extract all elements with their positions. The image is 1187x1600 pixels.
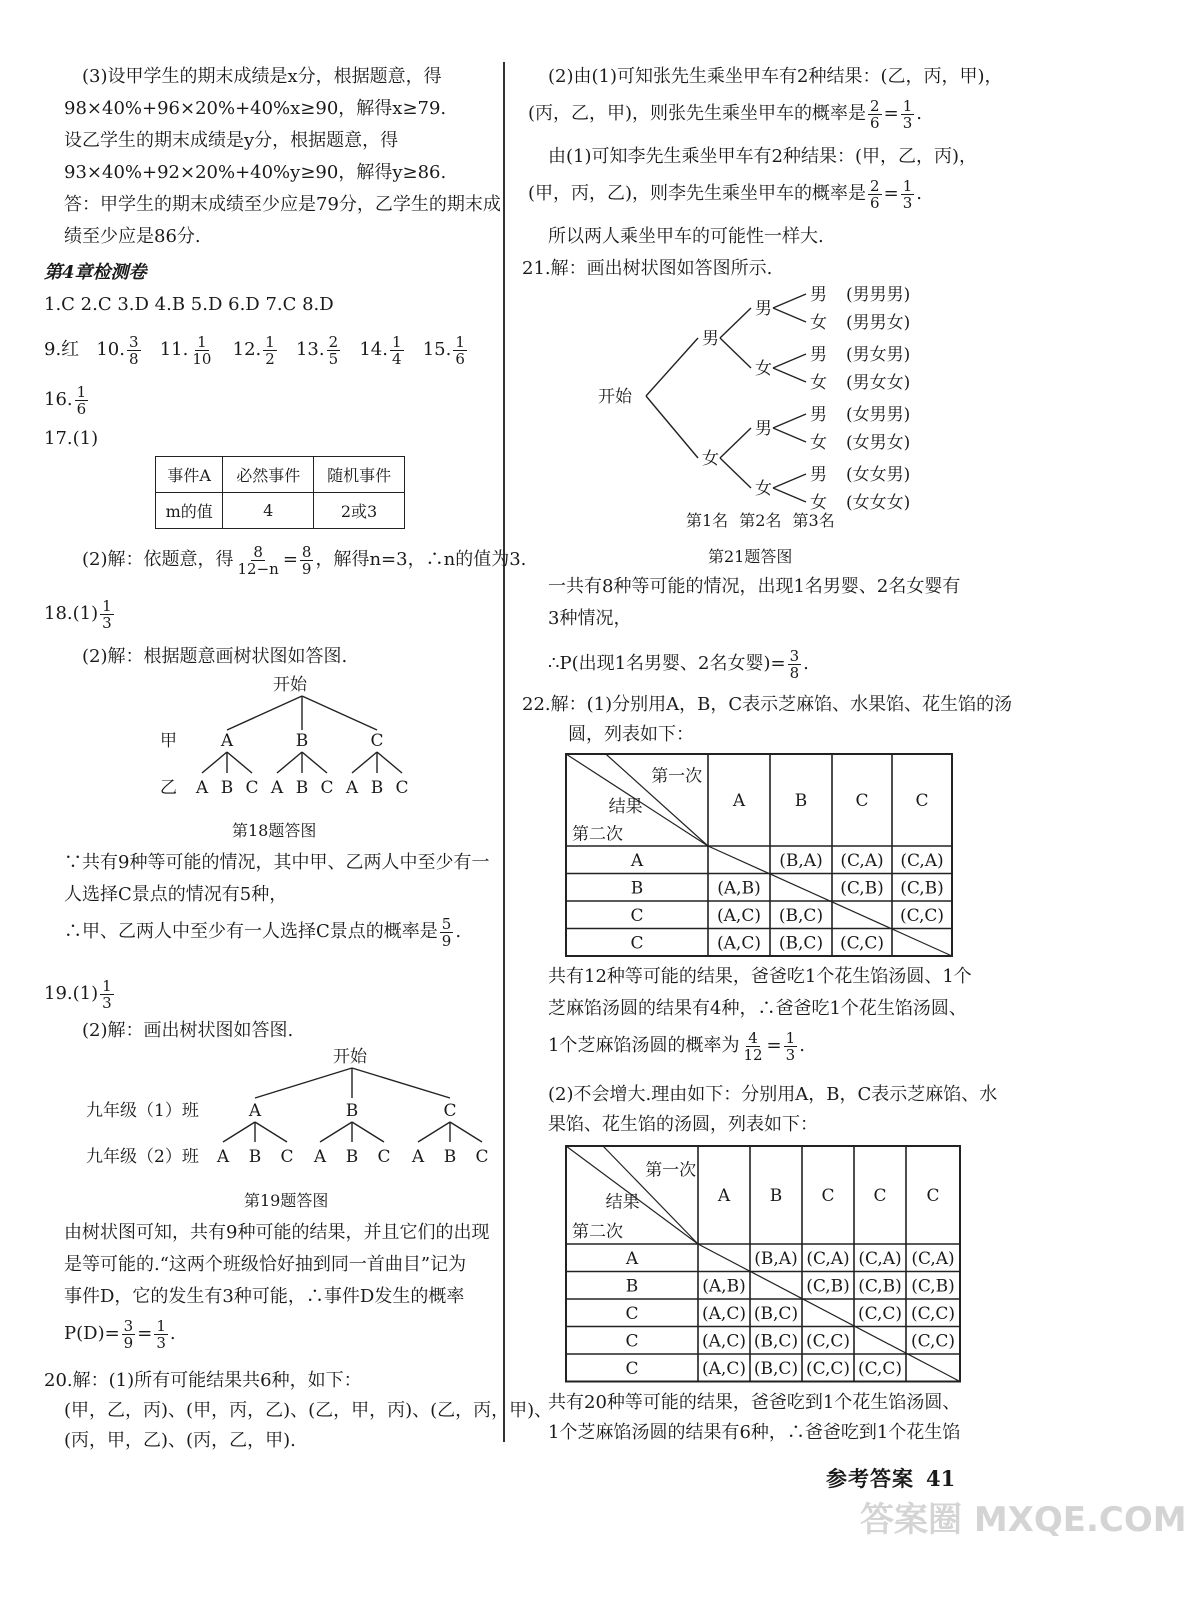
text-line: (丙，乙，甲)，则张先生乘坐甲车的概率是 $\frac{2}{6}$ = $\frac{1}{3}$ . (528, 96, 922, 132)
tree-node: A (313, 1147, 327, 1167)
table-cell: (C,C) (899, 905, 945, 926)
table-cell: (C,B) (858, 1276, 902, 1297)
tree-rank-labels: 第1名 第2名 第3名 (686, 511, 835, 530)
tree-outcome: (男男男) (846, 285, 911, 305)
header-label: 结果 (605, 1192, 640, 1213)
text-line: 人选择C景点的情况有5种， (64, 884, 288, 905)
text-line: 芝麻馅汤圆的结果有4种，∴爸爸吃1个花生馅汤圆、 (548, 998, 967, 1019)
tree-row-label: 甲 (160, 731, 177, 751)
header-label: 第二次 (572, 824, 623, 845)
tree-node: 开始 (273, 675, 307, 695)
table-22-1 (566, 754, 952, 956)
header-label: 第一次 (651, 766, 703, 787)
tree-outcome: (男女男) (846, 345, 911, 365)
table-cell: C (625, 1331, 639, 1352)
table-cell: (C,B) (900, 878, 944, 899)
footer-label: 参考答案 (826, 1466, 914, 1491)
tree-node: 女 (755, 479, 772, 499)
text-line: 绩至少应是86分. (64, 226, 201, 247)
tree-row-label: 九年级（2）班 (86, 1147, 199, 1167)
text-line: 共有12种等可能的结果，爸爸吃1个花生馅汤圆、1个 (548, 966, 972, 987)
tree-node: A (216, 1147, 230, 1167)
text-line: (2)不会增大.理由如下：分别用A，B，C表示芝麻馅、水 (548, 1084, 998, 1105)
tree-node: 女 (810, 373, 827, 393)
table-cell: (B,C) (753, 1331, 799, 1352)
tree-node: 男 (755, 419, 772, 439)
tree-node: A (345, 778, 359, 798)
text-line: 1个芝麻馅汤圆的概率为 $\frac{4}{12}$ = $\frac{1}{3}$ . (548, 1028, 805, 1064)
tree-node: 男 (810, 345, 827, 365)
table-cell: C (630, 933, 644, 954)
tree-diagram-21 (590, 284, 930, 513)
tree-node: B (345, 1147, 359, 1167)
tree-outcome: (男女女) (846, 373, 911, 393)
column-header: A (717, 1186, 731, 1206)
answer-18-2: (2)解：根据题意画树状图如答图. (82, 646, 348, 667)
tree-node: 开始 (598, 387, 632, 407)
tree-node: B (248, 1147, 262, 1167)
header-label: 第一次 (645, 1160, 697, 1181)
table-cell: (C,C) (910, 1303, 956, 1324)
tree-node: 女 (810, 433, 827, 453)
tree-node: C (395, 778, 409, 798)
tree-node: 男 (810, 285, 827, 305)
tree-node: B (220, 778, 234, 798)
tree-node: C (320, 778, 334, 798)
column-header: C (915, 791, 929, 811)
table-cell: (C,B) (806, 1276, 850, 1297)
tree-node: A (220, 731, 234, 751)
tree-node: C (370, 731, 384, 751)
table-cell: (A,C) (702, 1358, 746, 1379)
tree-node: B (295, 778, 309, 798)
tree-node: 女 (702, 449, 719, 469)
column-divider (503, 62, 505, 1442)
table-cell: (C,A) (806, 1248, 850, 1269)
tree-outcome: (女女男) (846, 465, 911, 485)
column-header: C (926, 1186, 940, 1206)
table-grid (566, 1146, 960, 1382)
tree-outcome: (女男男) (846, 405, 911, 425)
table-cell: (B,A) (779, 850, 823, 871)
table-cell: A (625, 1248, 639, 1269)
text-line: 事件D，它的发生有3种可能，∴事件D发生的概率 (64, 1286, 465, 1307)
tree-node: 女 (810, 313, 827, 333)
figure-caption: 第21题答图 (708, 547, 793, 566)
table-cell: C (630, 905, 644, 926)
table-cell: (C,A) (911, 1248, 955, 1269)
column-header: C (855, 791, 869, 811)
text-line: 由(1)可知李先生乘坐甲车有2种结果：(甲，乙，丙)， (548, 146, 977, 167)
text-line: 1个芝麻馅汤圆的结果有6种，∴爸爸吃到1个花生馅 (548, 1422, 961, 1443)
table-cell: 2或3 (314, 493, 405, 529)
text-line: 圆，列表如下： (568, 724, 694, 745)
table-cell: A (630, 850, 644, 871)
text-line: (丙，甲，乙)、(丙，乙，甲). (64, 1430, 296, 1451)
answer-17-2: (2)解：依题意，得 $\frac{8}{12-n}$ = $\frac{8}{9}$ ，解得n=3，∴n的值为3. (82, 542, 527, 578)
table-cell: 必然事件 (223, 457, 314, 493)
tree-node: 男 (810, 405, 827, 425)
answers-fill: 9.红 10. $\frac{3}{8}$ 11. $\frac{1}{10}$ 12. $\frac{1}{2}$ 13. $\frac{2}{5}$ 14. $\frac{1}{4}$ 15. $\frac{1}{6}$ (44, 332, 465, 368)
text-line: (2)由(1)可知张先生乘坐甲车有2种结果：(乙，丙，甲)， (548, 66, 1003, 87)
column-header: C (873, 1186, 887, 1206)
table-cell: (C,C) (910, 1331, 956, 1352)
table-22-2 (566, 1146, 962, 1382)
table-cell: (C,B) (911, 1276, 955, 1297)
table-cell: (A,C) (717, 933, 761, 954)
text-line: ∴甲、乙两人中至少有一人选择C景点的概率是 $\frac{5}{9}$ . (64, 914, 462, 950)
table-cell: (B,C) (778, 933, 824, 954)
tree-node: C (245, 778, 259, 798)
text-line: (3)设甲学生的期末成绩是x分，根据题意，得 (82, 66, 442, 87)
figure-caption: 第18题答图 (232, 821, 317, 840)
tree-node: B (345, 1101, 359, 1121)
text-line: 98×40%+96×20%+40%x≥90，解得x≥79. (64, 98, 447, 119)
table-cell: (B,C) (753, 1358, 799, 1379)
text-line: 93×40%+92×20%+40%y≥90，解得y≥86. (64, 162, 447, 183)
tree-node: A (195, 778, 209, 798)
tree-node: A (411, 1147, 425, 1167)
column-header: B (794, 791, 808, 811)
table-cell: 事件A (156, 457, 223, 493)
table-grid (566, 754, 952, 956)
table-cell: (C,C) (805, 1331, 851, 1352)
table-cell: (C,C) (857, 1303, 903, 1324)
table-cell: 4 (223, 493, 314, 529)
answers-mc: 1.C 2.C 3.D 4.B 5.D 6.D 7.C 8.D (44, 294, 334, 315)
tree-outcome: (女男女) (846, 433, 911, 453)
tree-node: B (443, 1147, 457, 1167)
text-line: 果馅、花生馅的汤圆，列表如下： (548, 1114, 818, 1135)
tree-node: 女 (755, 359, 772, 379)
table-cell: 随机事件 (314, 457, 405, 493)
text-line: ∴P(出现1名男婴、2名女婴)= $\frac{3}{8}$ . (548, 646, 809, 682)
tree-node: A (248, 1101, 262, 1121)
text-line: 21.解：画出树状图如答图所示. (522, 258, 773, 279)
text-line: 22.解：(1)分别用A，B，C表示芝麻馅、水果馅、花生馅的汤 (522, 694, 1013, 715)
table-cell: (A,B) (702, 1276, 746, 1297)
text-line: 共有20种等可能的结果，爸爸吃到1个花生馅汤圆、 (548, 1392, 961, 1413)
tree-node: B (370, 778, 384, 798)
text-line: 是等可能的.“这两个班级恰好抽到同一首曲目”记为 (64, 1254, 467, 1275)
column-header: B (769, 1186, 783, 1206)
tree-node: 男 (755, 299, 772, 319)
table-cell: (C,A) (858, 1248, 902, 1269)
text-line: 一共有8种等可能的情况，出现1名男婴、2名女婴有 (548, 576, 961, 597)
table-cell: (A,C) (717, 905, 761, 926)
text-line: (甲，丙，乙)，则李先生乘坐甲车的概率是 $\frac{2}{6}$ = $\frac{1}{3}$ . (528, 176, 922, 212)
page-number: 41 (926, 1466, 956, 1491)
table-cell: (B,C) (753, 1303, 799, 1324)
table-cell: (C,B) (840, 878, 884, 899)
tree-outcome: (女女女) (846, 493, 911, 513)
table-cell: C (625, 1303, 639, 1324)
tree-node: B (295, 731, 309, 751)
table-cell: (B,A) (754, 1248, 798, 1269)
table-cell: B (630, 878, 644, 899)
answer-18-1: 18.(1) $\frac{1}{3}$ (44, 596, 112, 632)
text-line: ∵共有9种等可能的情况，其中甲、乙两人中至少有一 (64, 852, 490, 873)
table-cell: (C,A) (900, 850, 944, 871)
tree-node: 开始 (333, 1047, 367, 1067)
tree-node: 女 (810, 493, 827, 513)
tree-diagram-19 (80, 1046, 500, 1176)
tree-diagram-18 (150, 672, 430, 802)
table-cell: (A,C) (702, 1303, 746, 1324)
table-cell: (C,A) (840, 850, 884, 871)
text-line: P(D)= $\frac{3}{9}$ = $\frac{1}{3}$ . (64, 1316, 176, 1352)
figure-caption: 第19题答图 (244, 1191, 329, 1210)
text-line: (甲，乙，丙)、(甲，丙，乙)、(乙，甲，丙)、(乙，丙，甲)、 (64, 1400, 553, 1421)
text-line: 所以两人乘坐甲车的可能性一样大. (548, 226, 824, 247)
chapter-heading: 第4章检测卷 (44, 262, 147, 283)
table-cell: B (625, 1276, 639, 1297)
watermark-logo: 答案圈 MXQE.COM (860, 1500, 1187, 1540)
table-17 (155, 456, 405, 529)
tree-node: C (475, 1147, 489, 1167)
header-label: 第二次 (572, 1222, 623, 1243)
answer-19-1: 19.(1) $\frac{1}{3}$ (44, 976, 112, 1012)
table-cell: m的值 (156, 493, 223, 529)
tree-node: C (280, 1147, 294, 1167)
text-line: 3种情况， (548, 608, 632, 629)
header-label: 结果 (608, 796, 643, 817)
tree-node: 男 (702, 329, 719, 349)
answer-19-2: (2)解：画出树状图如答图. (82, 1020, 294, 1041)
tree-node: C (377, 1147, 391, 1167)
text-line: 由树状图可知，共有9种可能的结果，并且它们的出现 (64, 1222, 490, 1243)
table-cell: (B,C) (778, 905, 824, 926)
text-line: 20.解：(1)所有可能结果共6种，如下： (44, 1370, 362, 1391)
table-cell: (C,C) (857, 1358, 903, 1379)
text-line: 设乙学生的期末成绩是y分，根据题意，得 (64, 130, 399, 151)
tree-node: A (270, 778, 284, 798)
table-cell: (C,C) (805, 1358, 851, 1379)
table-cell: (A,C) (702, 1331, 746, 1352)
text-line: 答：甲学生的期末成绩至少应是79分，乙学生的期末成 (64, 194, 501, 215)
column-header: A (732, 791, 746, 811)
answer-17-label: 17.(1) (44, 428, 99, 449)
tree-row-label: 乙 (160, 778, 177, 798)
answer-16: 16. $\frac{1}{6}$ (44, 382, 87, 418)
table-cell: C (625, 1358, 639, 1379)
column-header: C (821, 1186, 835, 1206)
tree-row-label: 九年级（1）班 (86, 1101, 199, 1121)
tree-outcome: (男男女) (846, 313, 911, 333)
tree-node: 男 (810, 465, 827, 485)
table-cell: (C,C) (839, 933, 885, 954)
table-cell: (A,B) (717, 878, 761, 899)
tree-node: C (443, 1101, 457, 1121)
